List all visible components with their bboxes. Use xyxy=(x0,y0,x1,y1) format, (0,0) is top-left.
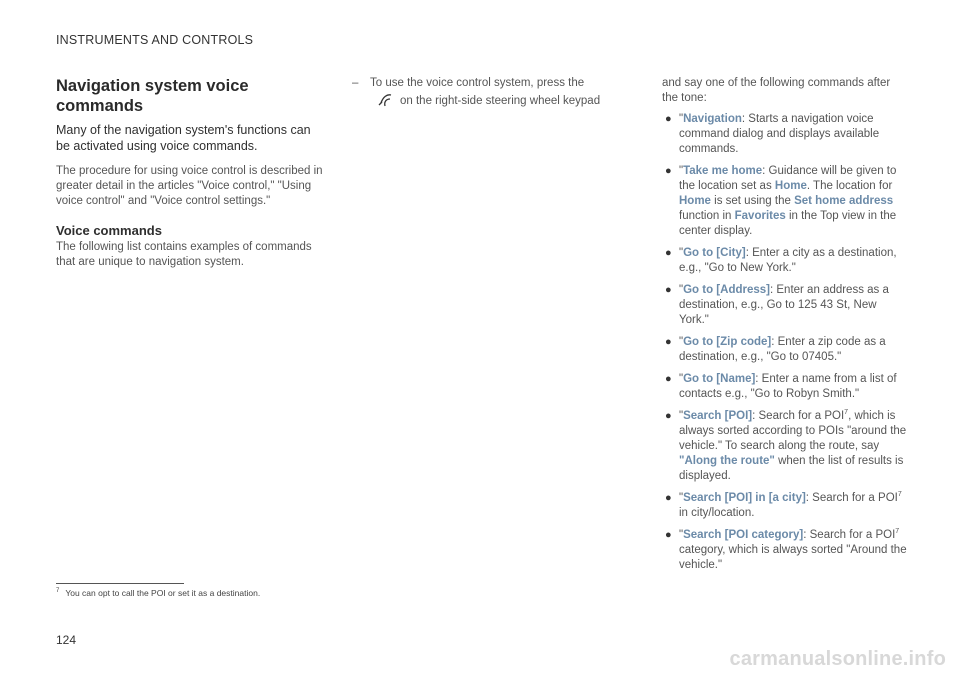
step-text-2: on the right-side steering wheel keypad xyxy=(400,95,601,107)
keyword: Set home address xyxy=(794,195,894,207)
page-title: Navigation system voice commands xyxy=(56,77,249,115)
command-keyword: Search [POI] in [a city] xyxy=(683,492,806,504)
command-desc: function in xyxy=(679,210,735,222)
procedure-text: The procedure for using voice control is described in greater detail in the articles "Voice control," "Using voice control" and "Voice control settings." xyxy=(56,165,323,207)
command-desc: : Starts a navigation voice command dialog and displays available commands. xyxy=(679,113,880,155)
command-desc: category, which is always sorted "Around the vehicle." xyxy=(679,544,907,571)
command-desc: in the Top view in the center display. xyxy=(679,210,897,237)
command-keyword: Search [POI category] xyxy=(683,529,804,541)
procedure-step xyxy=(352,76,614,109)
quote: " xyxy=(679,165,684,177)
quote: " xyxy=(679,410,684,422)
keyword: Favorites xyxy=(734,210,786,222)
command-desc: : Enter a zip code as a destination, e.g., "Go to 07405." xyxy=(679,336,886,363)
list-item xyxy=(662,164,907,239)
command-keyword: Search [POI] xyxy=(683,410,753,422)
command-desc: : Search for a POI xyxy=(803,529,896,541)
list-item xyxy=(662,283,907,328)
footnote-text: You can opt to call the POI or set it as a destination. xyxy=(65,588,261,598)
command-keyword: Go to [City] xyxy=(683,247,746,259)
footnote-number: 7 xyxy=(56,588,60,595)
footnote-ref: 7 xyxy=(844,409,849,417)
bullet-icon: ● xyxy=(665,492,672,504)
quote: " xyxy=(679,373,684,385)
command-desc: in city/location. xyxy=(679,507,755,519)
commands-lead: and say one of the following commands after the tone: xyxy=(662,77,891,104)
bullet-icon: ● xyxy=(665,165,672,177)
list-item xyxy=(662,112,907,157)
intro-text: Many of the navigation system's functions can be activated using voice commands. xyxy=(56,123,311,153)
command-keyword: Go to [Address] xyxy=(683,284,770,296)
step-dash: – xyxy=(352,77,359,89)
quote: " xyxy=(679,113,684,125)
bullet-icon: ● xyxy=(665,336,672,348)
quote: " xyxy=(679,336,684,348)
keyword: Home xyxy=(679,195,711,207)
section-header: INSTRUMENTS AND CONTROLS xyxy=(56,33,254,47)
command-desc: : Guidance will be given to the location set as xyxy=(679,165,897,192)
command-desc: . The location for xyxy=(806,180,893,192)
footnote-ref: 7 xyxy=(895,528,900,536)
command-desc: is set using the xyxy=(710,195,795,207)
step-icon-line xyxy=(370,93,614,109)
bullet-icon: ● xyxy=(665,113,672,125)
command-desc: : Enter a name from a list of contacts e.g., "Go to Robyn Smith." xyxy=(679,373,897,400)
bullet-icon: ● xyxy=(665,373,672,385)
quote: " xyxy=(679,284,684,296)
voice-commands-text: The following list contains examples of commands that are unique to navigation system. xyxy=(56,241,312,268)
list-item xyxy=(662,491,907,521)
step-text-1: To use the voice control system, press the xyxy=(370,77,585,89)
list-item xyxy=(662,372,907,402)
voice-control-icon xyxy=(378,93,394,107)
footnote xyxy=(56,588,260,598)
list-item xyxy=(662,409,907,484)
quote: " xyxy=(679,247,684,259)
command-desc: : Search for a POI xyxy=(805,492,898,504)
command-keyword: Go to [Zip code] xyxy=(683,336,772,348)
command-desc: when the list of results is displayed. xyxy=(679,455,904,482)
footnote-ref: 7 xyxy=(897,491,902,499)
column-3 xyxy=(662,76,907,580)
list-item xyxy=(662,528,907,573)
bullet-icon: ● xyxy=(665,247,672,259)
bullet-icon: ● xyxy=(665,284,672,296)
footnote-divider xyxy=(56,583,184,584)
command-keyword: Take me home xyxy=(683,165,763,177)
keyword: "Along the route" xyxy=(679,455,775,467)
quote: " xyxy=(679,529,684,541)
page-number: 124 xyxy=(56,633,77,647)
bullet-icon: ● xyxy=(665,529,672,541)
command-desc: : Enter an address as a destination, e.g., Go to 125 43 St, New York." xyxy=(679,284,889,326)
keyword: Home xyxy=(774,180,807,192)
column-1 xyxy=(56,76,324,280)
command-desc: : Search for a POI xyxy=(752,410,845,422)
quote: " xyxy=(679,492,684,504)
commands-list xyxy=(662,112,907,573)
command-keyword: Navigation xyxy=(683,113,742,125)
list-item xyxy=(662,335,907,365)
watermark: carmanualsonline.info xyxy=(729,648,946,670)
list-item xyxy=(662,246,907,276)
command-keyword: Go to [Name] xyxy=(683,373,756,385)
command-desc: : Enter a city as a destination, e.g., "Go to New York." xyxy=(679,247,897,274)
command-desc: , which is always sorted according to POIs "around the vehicle." To search along the route, say xyxy=(679,410,907,452)
voice-commands-heading: Voice commands xyxy=(56,223,162,238)
column-2 xyxy=(352,76,614,109)
bullet-icon: ● xyxy=(665,410,672,422)
